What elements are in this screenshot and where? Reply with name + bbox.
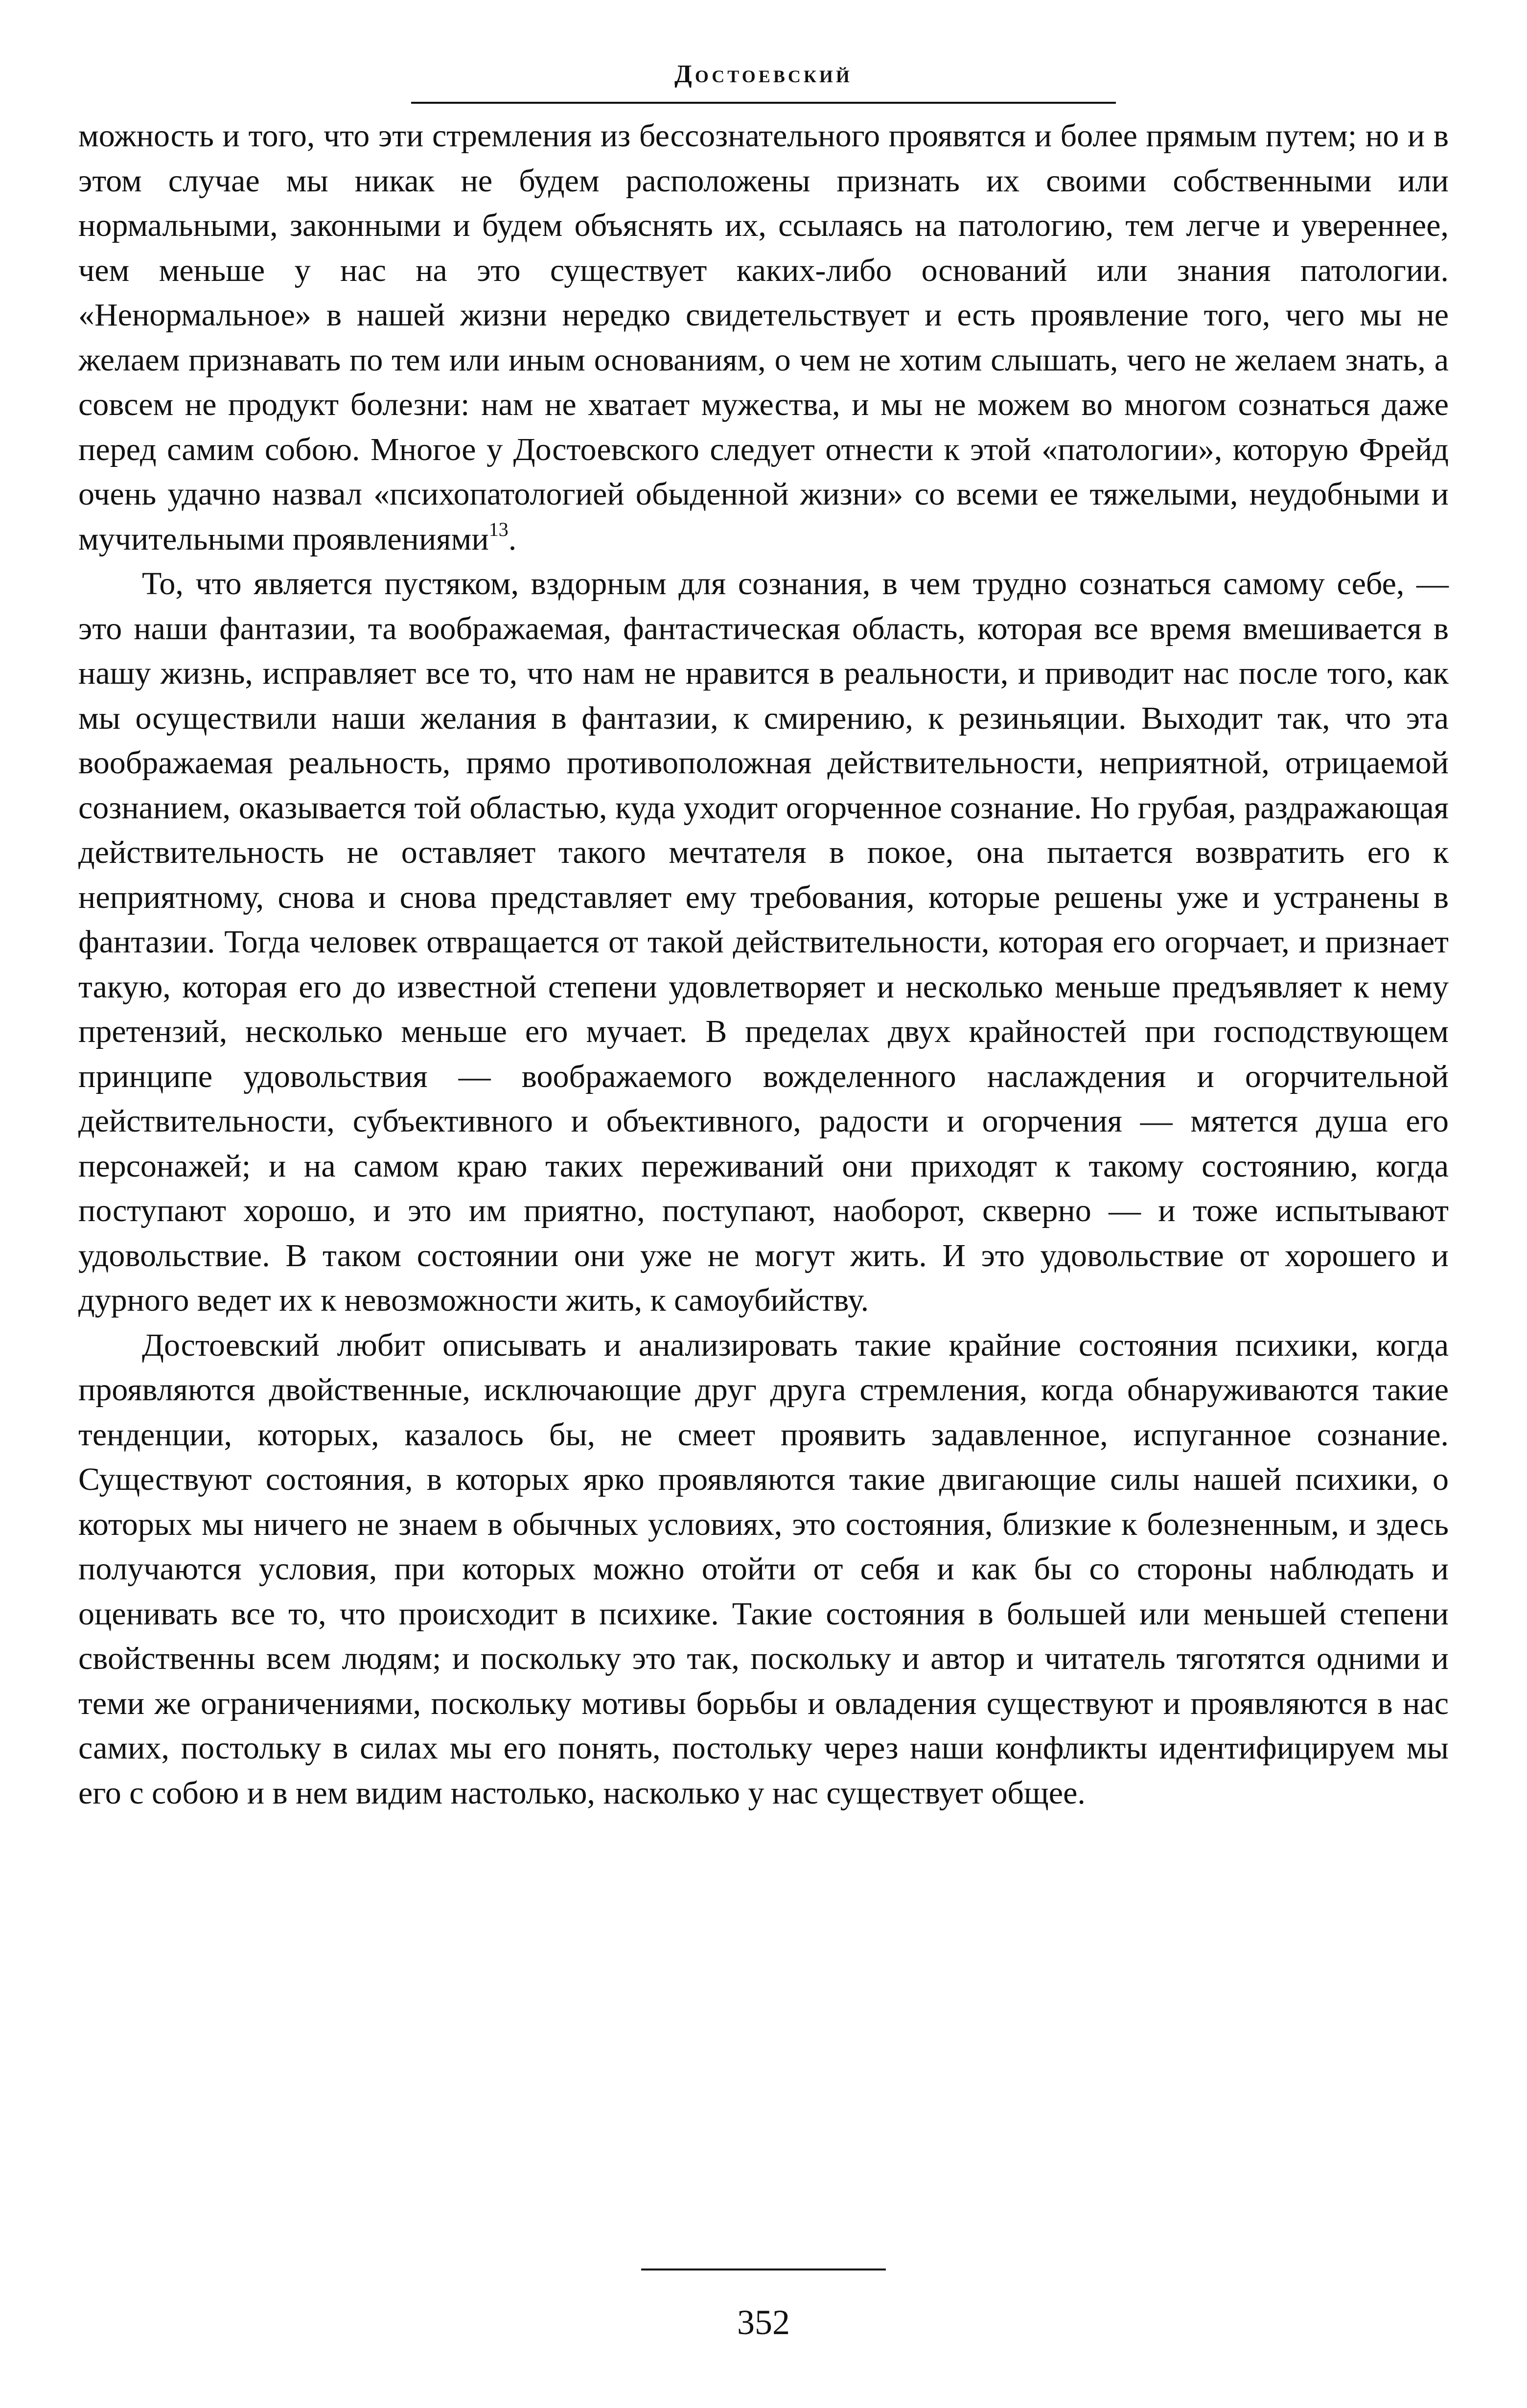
paragraph-1 [78, 114, 1449, 561]
paragraph-3: Достоевский любит описывать и анализировать такие крайние состояния психики, когда проявляются двойственные, исключающие друг друга стремления, когда обнаруживаются такие тенденции, которых, казалось бы, не смеет проявить задавленное, испуганное сознание. Существуют состояния, в которых ярко проявляются такие двигающие силы нашей психики, о которых мы ничего не знаем в обычных условиях, это состояния, близкие к болезненным, и здесь получаются условия, при которых можно отойти от себя и как бы со стороны наблюдать и оценивать все то, что происходит в психике. Такие состояния в большей или меньшей степени свойственны всем людям; и поскольку это так, поскольку и автор и читатель тяготятся одними и теми же ограничениями, поскольку мотивы борьбы и овладения существуют и проявляются в нас самих, постольку в силах мы его понять, постольку через наши конфликты идентифицируем мы его с собою и в нем видим настолько, насколько у нас существует общее. [78, 1327, 1449, 1811]
header-rule [411, 102, 1116, 104]
paragraph-1-text: можность и того, что эти стремления из бессознательного проявятся и более прямым путем; но и в этом случае мы никак не будем расположены признать их своими собственными или нормальными, законными и будем объяснять их, ссылаясь на патологию, тем легче и увереннее, чем меньше у нас на это существует каких-либо оснований или знания патологии. «Ненормальное» в нашей жизни нередко свидетельствует и есть проявление того, чего мы не желаем признавать по тем или иным основаниям, о чем не хотим слышать, чего не желаем знать, а совсем не продукт болезни: нам не хватает мужества, и мы не можем во многом сознаться даже перед самим собою. Многое у Достоевского следует отнести к этой «патологии», которую Фрейд очень удачно назвал «психопатологией обыденной жизни» со всеми ее тяжелыми, неудобными и мучительными проявлениями [78, 118, 1449, 557]
paragraph-2: То, что является пустяком, вздорным для сознания, в чем трудно сознаться самому себе, — это наши фантазии, та воображаемая, фантастическая область, которая все время вмешивается в нашу жизнь, исправляет все то, что нам не нравится в реальности, и приводит нас после того, как мы осуществили наши желания в фантазии, к смирению, к резиньяции. Выходит так, что эта воображаемая реальность, прямо противоположная действительности, неприятной, отрицаемой сознанием, оказывается той областью, куда уходит огорченное сознание. Но грубая, раздражающая действительность не оставляет такого мечтателя в покое, она пытается возвратить его к неприятному, снова и снова представляет ему требования, которые решены уже и устранены в фантазии. Тогда человек отвращается от такой действительности, которая его огорчает, и признает такую, которая его до известной степени удовлетворяет и несколько меньше предъявляет к нему претензий, несколько меньше его мучает. В пределах двух крайностей при господствующем принципе удовольствия — воображаемого вожделенного наслаждения и огорчительной действительности, субъективного и объективного, радости и огорчения — мятется душа его персонажей; и на самом краю таких переживаний они приходят к такому состоянию, когда поступают хорошо, и это им приятно, поступают, наоборот, скверно — и тоже испытывают удовольствие. В таком состоянии они уже не могут жить. И это удовольствие от хорошего и дурного ведет их к невозможности жить, к самоубийству. [78, 566, 1449, 1318]
body-text [78, 114, 1449, 1815]
footer-rule [641, 2269, 886, 2270]
footnote-reference: 13 [488, 518, 509, 540]
running-head: Достоевский [674, 60, 853, 88]
paragraph-1-tail: . [508, 521, 517, 557]
page-number: 352 [737, 2303, 790, 2342]
